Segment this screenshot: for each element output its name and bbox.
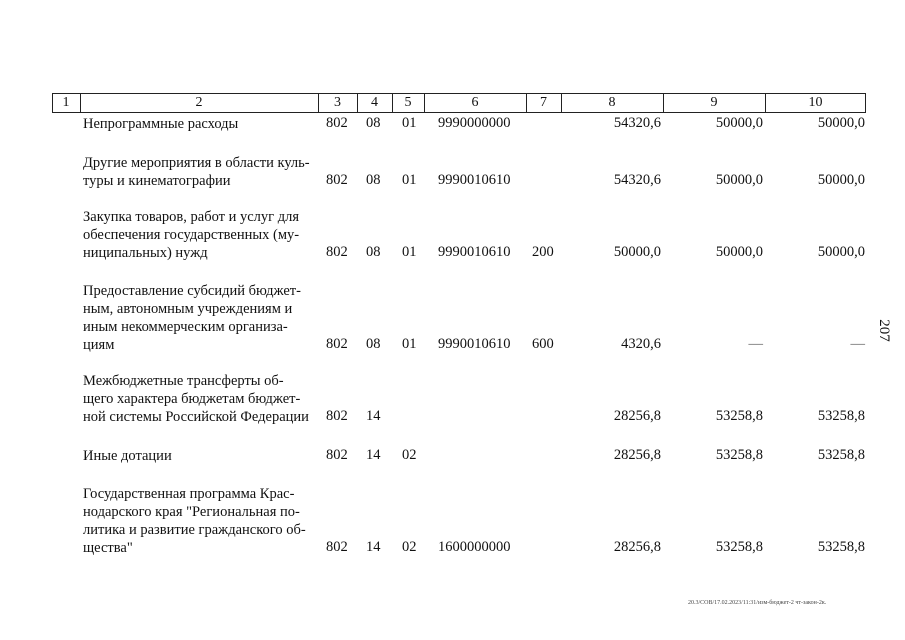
row-code-5: 01: [402, 244, 417, 260]
row-code-4: 08: [366, 244, 381, 260]
row-code-4: 08: [366, 115, 381, 131]
row-code-5: 01: [402, 336, 417, 352]
header-col-3: 3: [334, 95, 341, 110]
row-code-4: 08: [366, 172, 381, 188]
row-code-5: 02: [402, 447, 417, 463]
row-description-line: литика и развитие гражданского об-: [83, 522, 306, 538]
row-value-10: 53258,8: [817, 539, 865, 555]
header-col-5: 5: [404, 95, 412, 110]
row-value-8: 54320,6: [613, 172, 661, 188]
page-number: 207: [875, 319, 892, 342]
row-description: [83, 208, 318, 262]
row-description-line: иным некоммерческим организа-: [83, 319, 288, 335]
row-description: [83, 447, 318, 465]
row-value-10: 53258,8: [817, 447, 865, 463]
row-value-10: —: [850, 336, 865, 352]
header-col-8: 8: [608, 95, 616, 110]
header-col-7: 7: [540, 95, 547, 110]
row-code-3: 802: [326, 115, 348, 131]
row-code-5: 01: [402, 172, 417, 188]
header-col-1: 1: [62, 95, 70, 110]
row-description-line: щего характера бюджетам бюджет-: [83, 391, 301, 407]
row-description-line: циям: [83, 337, 115, 353]
row-value-8: 28256,8: [613, 408, 661, 424]
row-description-line: нодарского края "Региональная по-: [83, 504, 300, 520]
row-value-9: 50000,0: [715, 115, 763, 131]
row-description-line: Непрограммные расходы: [83, 116, 239, 132]
row-code-4: 14: [366, 447, 381, 463]
row-code-6: 9990010610: [438, 244, 511, 260]
row-code-6: 9990010610: [438, 336, 511, 352]
row-value-10: 50000,0: [817, 172, 865, 188]
row-value-8: 4320,6: [621, 336, 661, 352]
row-description-line: туры и кинематографии: [83, 173, 231, 189]
row-value-9: 50000,0: [715, 172, 763, 188]
row-code-4: 14: [366, 408, 381, 424]
row-description: [83, 372, 318, 426]
row-code-3: 802: [326, 244, 348, 260]
row-description-line: Иные дотации: [83, 448, 172, 464]
row-code-4: 14: [366, 539, 381, 555]
document-footer: 20.3/СОВ/17.02.2023/11:31/изм-бюджет-2 чт-закон-2к.: [688, 600, 827, 606]
row-value-9: 53258,8: [715, 447, 763, 463]
row-value-8: 50000,0: [613, 244, 661, 260]
row-code-5: 02: [402, 539, 417, 555]
row-code-3: 802: [326, 336, 348, 352]
row-description: [83, 115, 318, 133]
row-value-10: 50000,0: [817, 115, 865, 131]
row-code-6: 9990010610: [438, 172, 511, 188]
row-code-3: 802: [326, 539, 348, 555]
header-col-6: 6: [471, 95, 479, 110]
row-code-7: 200: [532, 244, 554, 260]
row-description-line: Предоставление субсидий бюджет-: [83, 283, 301, 299]
row-description: [83, 154, 318, 190]
row-value-10: 50000,0: [817, 244, 865, 260]
row-code-5: 01: [402, 115, 417, 131]
row-value-8: 28256,8: [613, 447, 661, 463]
row-description-line: Другие мероприятия в области куль-: [83, 155, 310, 171]
row-description-line: ной системы Российской Федерации: [83, 409, 309, 425]
row-value-9: 53258,8: [715, 539, 763, 555]
row-description: [83, 282, 318, 354]
row-code-3: 802: [326, 172, 348, 188]
header-col-2: 2: [195, 95, 203, 110]
row-value-9: —: [748, 336, 763, 352]
row-description: [83, 485, 318, 557]
row-value-9: 53258,8: [715, 408, 763, 424]
row-description-line: ниципальных) нужд: [83, 245, 208, 261]
header-col-4: 4: [371, 95, 378, 110]
row-description-line: ным, автономным учреждениям и: [83, 301, 293, 317]
row-description-line: Закупка товаров, работ и услуг для: [83, 209, 300, 225]
row-value-8: 28256,8: [613, 539, 661, 555]
row-description-line: обеспечения государственных (му-: [83, 227, 300, 243]
row-code-3: 802: [326, 408, 348, 424]
row-code-6: 1600000000: [438, 539, 511, 555]
row-value-10: 53258,8: [817, 408, 865, 424]
row-value-8: 54320,6: [613, 115, 661, 131]
row-description-line: щества": [83, 540, 133, 556]
header-col-10: 10: [808, 95, 823, 110]
row-code-4: 08: [366, 336, 381, 352]
row-description-line: Государственная программа Крас-: [83, 486, 295, 502]
row-code-7: 600: [532, 336, 554, 352]
row-value-9: 50000,0: [715, 244, 763, 260]
row-code-6: 9990000000: [438, 115, 511, 131]
row-code-3: 802: [326, 447, 348, 463]
row-description-line: Межбюджетные трансферты об-: [83, 373, 284, 389]
header-col-9: 9: [710, 95, 718, 110]
